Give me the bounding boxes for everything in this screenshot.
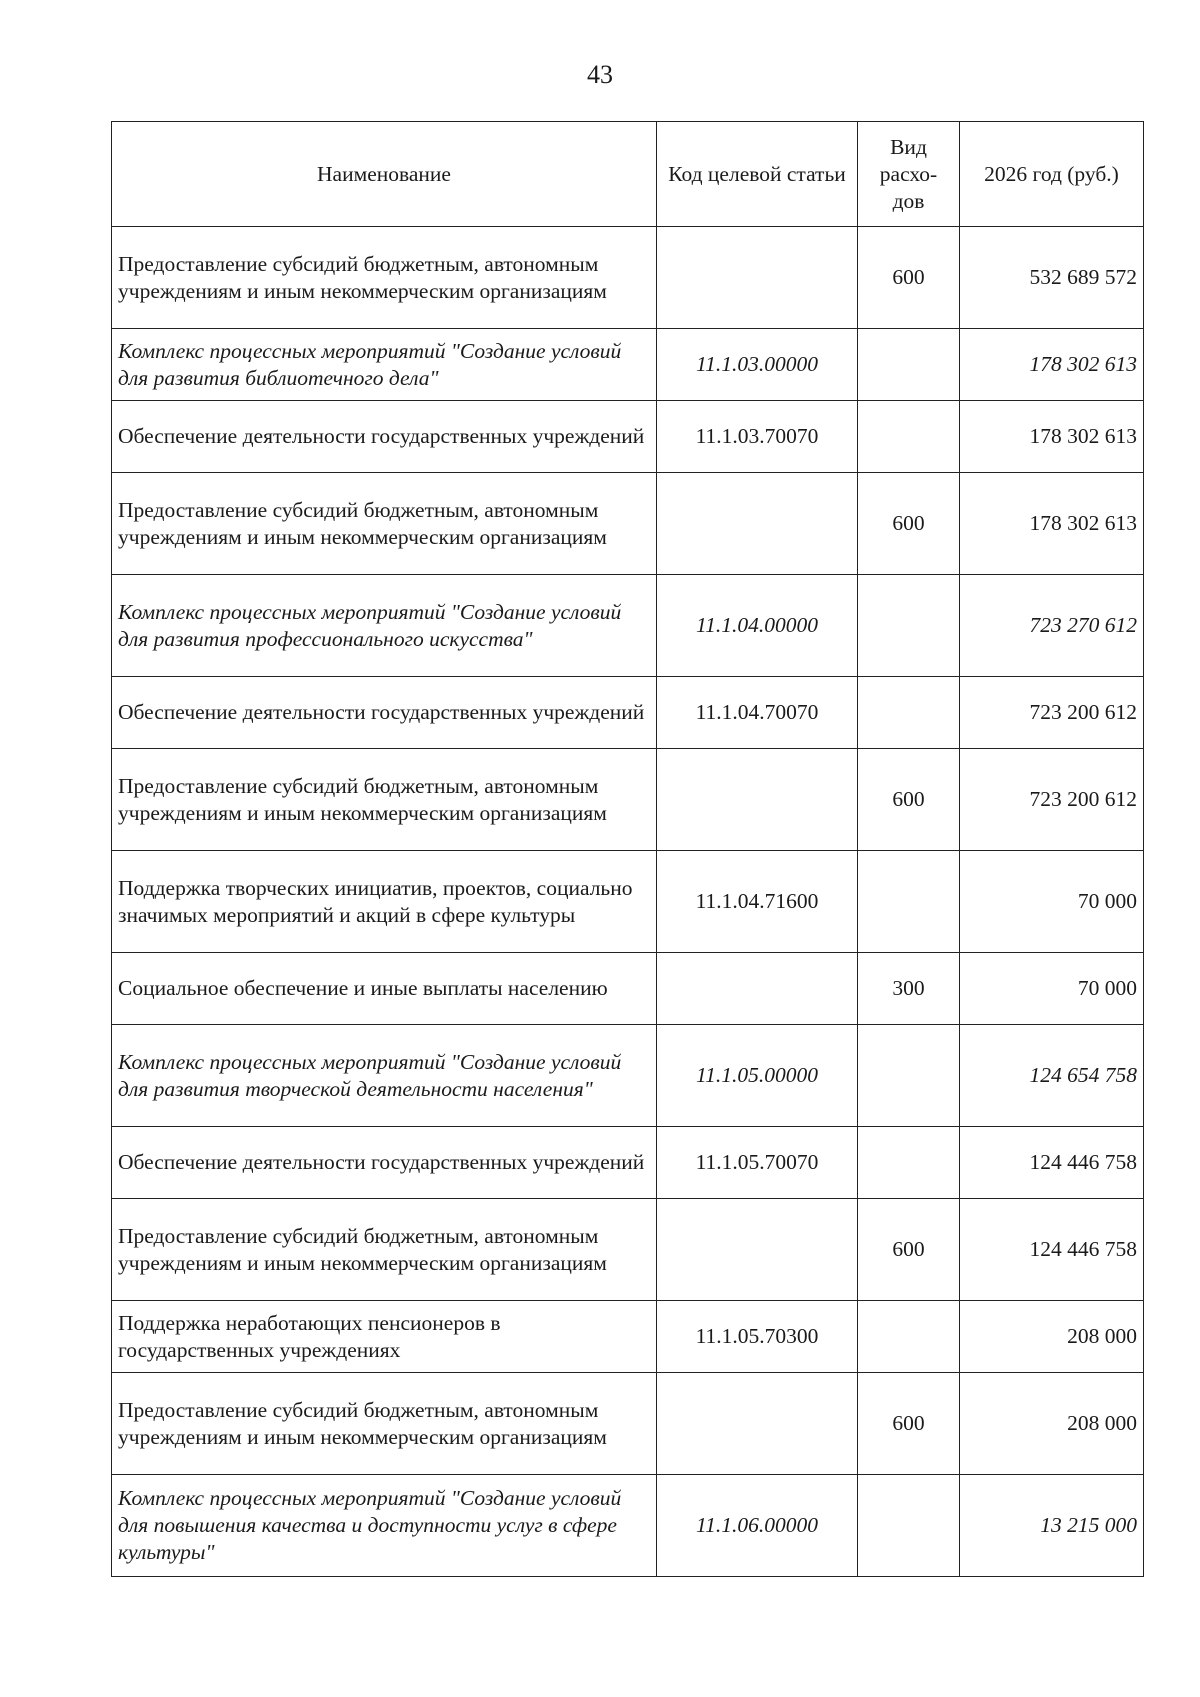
row-code: 11.1.03.70070 bbox=[657, 401, 858, 473]
table-row bbox=[112, 953, 1144, 1025]
row-type bbox=[858, 677, 960, 749]
table-row bbox=[112, 401, 1144, 473]
header-code: Код целевой статьи bbox=[657, 122, 858, 227]
row-name: Комплекс процессных мероприятий "Создание условий для развития творческой деятельности населения" bbox=[112, 1025, 657, 1127]
row-sum: 532 689 572 bbox=[960, 227, 1144, 329]
row-sum: 124 446 758 bbox=[960, 1199, 1144, 1301]
row-sum: 208 000 bbox=[960, 1301, 1144, 1373]
row-sum: 70 000 bbox=[960, 851, 1144, 953]
row-code bbox=[657, 749, 858, 851]
row-type bbox=[858, 401, 960, 473]
row-sum: 178 302 613 bbox=[960, 473, 1144, 575]
table-row-program bbox=[112, 575, 1144, 677]
row-code: 11.1.04.71600 bbox=[657, 851, 858, 953]
row-type bbox=[858, 329, 960, 401]
table-row bbox=[112, 851, 1144, 953]
table-row bbox=[112, 1199, 1144, 1301]
row-code bbox=[657, 953, 858, 1025]
row-code: 11.1.05.00000 bbox=[657, 1025, 858, 1127]
page-number: 43 bbox=[587, 60, 613, 89]
row-name: Предоставление субсидий бюджетным, автономным учреждениям и иным некоммерческим организациям bbox=[112, 473, 657, 575]
row-sum: 178 302 613 bbox=[960, 329, 1144, 401]
row-name: Комплекс процессных мероприятий "Создание условий для развития библиотечного дела" bbox=[112, 329, 657, 401]
table-row bbox=[112, 1373, 1144, 1475]
row-name: Обеспечение деятельности государственных учреждений bbox=[112, 1127, 657, 1199]
row-name: Предоставление субсидий бюджетным, автономным учреждениям и иным некоммерческим организациям bbox=[112, 749, 657, 851]
row-type: 600 bbox=[858, 749, 960, 851]
row-name: Поддержка творческих инициатив, проектов, социально значимых мероприятий и акций в сфере культуры bbox=[112, 851, 657, 953]
row-name: Предоставление субсидий бюджетным, автономным учреждениям и иным некоммерческим организациям bbox=[112, 1373, 657, 1475]
row-name: Комплекс процессных мероприятий "Создание условий для повышения качества и доступности услуг в сфере культуры" bbox=[112, 1475, 657, 1577]
row-code bbox=[657, 227, 858, 329]
row-sum: 723 270 612 bbox=[960, 575, 1144, 677]
table-row bbox=[112, 677, 1144, 749]
table-row bbox=[112, 1301, 1144, 1373]
row-code: 11.1.04.00000 bbox=[657, 575, 858, 677]
table-row-program bbox=[112, 1475, 1144, 1577]
row-code: 11.1.03.00000 bbox=[657, 329, 858, 401]
header-name: Наименование bbox=[112, 122, 657, 227]
row-sum: 70 000 bbox=[960, 953, 1144, 1025]
header-sum: 2026 год (руб.) bbox=[960, 122, 1144, 227]
table-row bbox=[112, 1127, 1144, 1199]
row-name: Обеспечение деятельности государственных учреждений bbox=[112, 401, 657, 473]
row-type bbox=[858, 1475, 960, 1577]
row-type: 600 bbox=[858, 1199, 960, 1301]
row-code bbox=[657, 1373, 858, 1475]
row-name: Поддержка неработающих пенсионеров в государственных учреждениях bbox=[112, 1301, 657, 1373]
row-sum: 723 200 612 bbox=[960, 749, 1144, 851]
row-type bbox=[858, 575, 960, 677]
row-type: 600 bbox=[858, 473, 960, 575]
row-type bbox=[858, 1025, 960, 1127]
table-header-row bbox=[112, 122, 1144, 227]
row-name: Обеспечение деятельности государственных учреждений bbox=[112, 677, 657, 749]
row-name: Комплекс процессных мероприятий "Создание условий для развития профессионального искусства" bbox=[112, 575, 657, 677]
row-code: 11.1.06.00000 bbox=[657, 1475, 858, 1577]
table-row bbox=[112, 749, 1144, 851]
row-code bbox=[657, 1199, 858, 1301]
row-type: 600 bbox=[858, 227, 960, 329]
row-sum: 13 215 000 bbox=[960, 1475, 1144, 1577]
row-name: Социальное обеспечение и иные выплаты населению bbox=[112, 953, 657, 1025]
table-row bbox=[112, 473, 1144, 575]
row-sum: 124 446 758 bbox=[960, 1127, 1144, 1199]
row-type bbox=[858, 1301, 960, 1373]
row-name: Предоставление субсидий бюджетным, автономным учреждениям и иным некоммерческим организациям bbox=[112, 1199, 657, 1301]
row-code bbox=[657, 473, 858, 575]
table-row-program bbox=[112, 329, 1144, 401]
row-sum: 124 654 758 bbox=[960, 1025, 1144, 1127]
row-code: 11.1.05.70070 bbox=[657, 1127, 858, 1199]
row-code: 11.1.05.70300 bbox=[657, 1301, 858, 1373]
header-type: Вид расхо-дов bbox=[858, 122, 960, 227]
row-sum: 208 000 bbox=[960, 1373, 1144, 1475]
row-name: Предоставление субсидий бюджетным, автономным учреждениям и иным некоммерческим организациям bbox=[112, 227, 657, 329]
row-sum: 178 302 613 bbox=[960, 401, 1144, 473]
row-type bbox=[858, 851, 960, 953]
row-code: 11.1.04.70070 bbox=[657, 677, 858, 749]
row-sum: 723 200 612 bbox=[960, 677, 1144, 749]
row-type: 600 bbox=[858, 1373, 960, 1475]
table-row bbox=[112, 227, 1144, 329]
budget-table bbox=[111, 121, 1144, 1577]
table-row-program bbox=[112, 1025, 1144, 1127]
row-type: 300 bbox=[858, 953, 960, 1025]
row-type bbox=[858, 1127, 960, 1199]
